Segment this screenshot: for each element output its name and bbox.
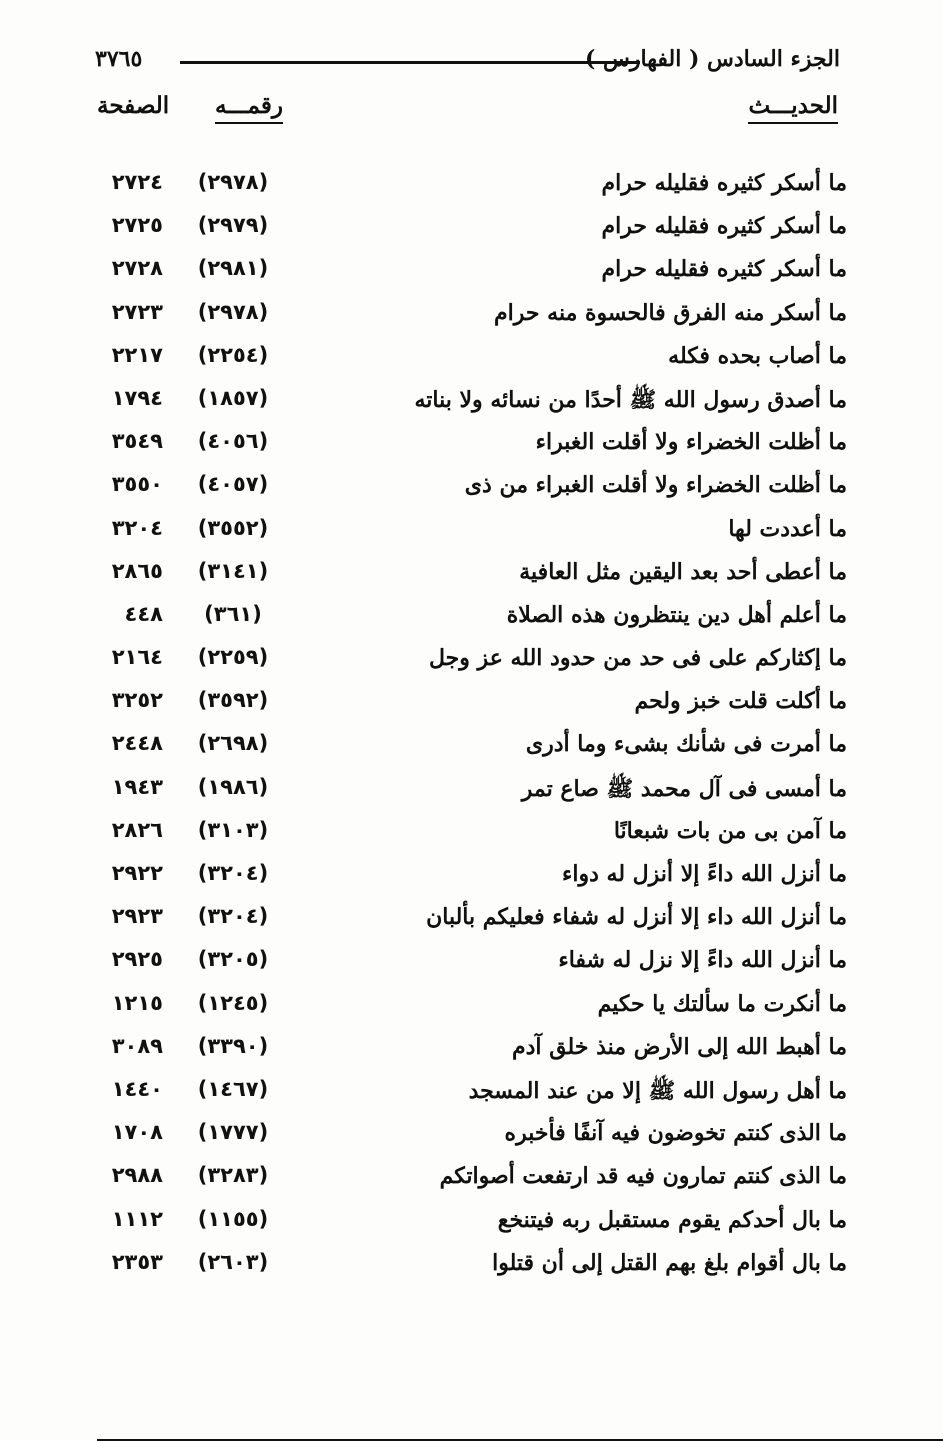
index-row [0, 209, 943, 252]
column-header-page: الصفحة [97, 92, 943, 1441]
hadith-text: ما الذى كنتم تخوضون فيه آنفًا فأخبره [504, 1120, 847, 1147]
hadith-number: (٢٦٠٣) [197, 1249, 269, 1274]
hadith-number: (١٨٥٧) [197, 385, 269, 410]
index-row [0, 641, 943, 684]
hadith-number: (٢٩٧٩) [197, 213, 269, 238]
hadith-text: ما أمسى فى آل محمد ﷺ صاع تمر [521, 775, 847, 802]
hadith-number: (٢٢٥٤) [197, 342, 269, 367]
hadith-number: (٣٢٠٥) [197, 947, 269, 972]
page-ref: ٢٢١٧ [111, 342, 163, 367]
hadith-text: ما آمن بى من بات شبعانًا [613, 817, 847, 844]
running-title: الجزء السادس ( الفهارس ) [584, 46, 840, 72]
hadith-number: (٣١٠٣) [197, 817, 269, 842]
page-ref: ١٩٤٣ [111, 774, 163, 799]
hadith-number: (١٢٤٥) [197, 990, 269, 1015]
hadith-number: (٣٣٩٠) [197, 1033, 269, 1058]
hadith-number: (٢٩٧٨) [197, 170, 269, 194]
page-ref: ١١١٢ [111, 1206, 163, 1231]
hadith-text: ما أكلت قلت خبز ولحم [634, 688, 847, 715]
hadith-number: (٣٢٠٤) [197, 904, 269, 929]
running-head [95, 40, 840, 80]
hadith-text: ما أنكرت ما سألتك يا حكيم [597, 990, 847, 1017]
hadith-text: ما أظلت الخضراء ولا أقلت الغبراء [535, 429, 847, 456]
page-ref: ١٧٩٤ [111, 385, 163, 410]
column-headers [0, 92, 943, 142]
hadith-text: ما أمرت فى شأنك بشىء وما أدرى [525, 731, 847, 758]
hadith-text: ما أنزل الله داءً إلا أنزل له دواء [561, 861, 847, 887]
page-ref: ٣٢٠٤ [111, 515, 163, 540]
header-rule [180, 61, 640, 64]
page-ref: ٢٧٢٥ [111, 213, 163, 238]
page-ref: ٤٤٨ [124, 601, 163, 626]
hadith-number: (١١٥٥) [197, 1206, 269, 1231]
page-ref: ٢٩٢٥ [111, 947, 163, 972]
page-ref: ٢٨٢٦ [111, 817, 163, 842]
page-ref: ٢٤٤٨ [111, 731, 163, 756]
hadith-text: ما أعطى أحد بعد اليقين مثل العافية [519, 558, 847, 585]
page-ref: ٢٩٢٢ [111, 861, 163, 885]
index-row [0, 425, 943, 468]
index-row [0, 771, 943, 814]
hadith-text: ما أنزل الله داء إلا أنزل له شفاء فعليكم بألبان [426, 904, 847, 931]
index-row [0, 512, 943, 555]
index-row [0, 727, 943, 770]
hadith-number: (٢٢٥٩) [197, 645, 269, 670]
index-row [0, 555, 943, 598]
hadith-number: (١٤٦٧) [197, 1076, 269, 1101]
hadith-text: ما أسكر كثيره فقليله حرام [601, 170, 847, 196]
hadith-text: ما أسكر كثيره فقليله حرام [601, 213, 847, 240]
index-row [0, 468, 943, 511]
hadith-text: ما أسكر كثيره فقليله حرام [601, 256, 847, 283]
hadith-number: (٣٢٠٤) [197, 861, 269, 885]
index-row [0, 382, 943, 425]
hadith-number: (٢٩٨١) [197, 256, 269, 281]
page-ref: ٢٩٨٨ [111, 1163, 163, 1188]
column-header-hadith: الحديـــث [748, 92, 838, 124]
hadith-text: ما بال أقوام بلغ بهم القتل إلى أن قتلوا [492, 1249, 847, 1276]
hadith-text: ما أظلت الخضراء ولا أقلت الغبراء من ذى [464, 472, 847, 499]
index-row [0, 1030, 943, 1073]
page-ref: ٢٧٢٣ [111, 299, 163, 324]
page-ref: ٢٣٥٣ [111, 1249, 163, 1274]
hadith-text: ما أهل رسول الله ﷺ إلا من عند المسجد [468, 1077, 847, 1104]
page-ref: ٢٧٢٤ [111, 170, 163, 194]
hadith-number: (١٩٨٦) [197, 774, 269, 799]
hadith-number: (٤٠٥٦) [197, 429, 269, 454]
index-row [0, 598, 943, 641]
hadith-text: ما أهبط الله إلى الأرض منذ خلق آدم [512, 1033, 847, 1060]
hadith-number: (٣٥٩٢) [197, 688, 269, 713]
index-row [0, 1159, 943, 1202]
index-row [0, 252, 943, 295]
index-row [0, 900, 943, 943]
page-number: ٣٧٦٥ [95, 46, 143, 72]
hadith-number: (٣١٤١) [197, 558, 269, 583]
index-row [0, 814, 943, 857]
hadith-text: ما أسكر منه الفرق فالحسوة منه حرام [494, 299, 847, 326]
index-rows [0, 166, 943, 1289]
index-row [0, 339, 943, 382]
hadith-text: ما أعددت لها [728, 515, 847, 542]
page-ref: ٢١٦٤ [111, 645, 163, 670]
page-ref: ٣٢٥٢ [111, 688, 163, 713]
page-ref: ٢٨٦٥ [111, 558, 163, 583]
index-row [0, 1073, 943, 1116]
hadith-number: (١٧٧٧) [197, 1120, 269, 1145]
page-ref: ٢٩٢٣ [111, 904, 163, 929]
page-ref: ١٢١٥ [111, 990, 163, 1015]
page-ref: ٣٥٤٩ [111, 429, 163, 454]
hadith-text: ما إكثاركم على فى حد من حدود الله عز وجل [429, 645, 847, 672]
index-row [0, 166, 943, 209]
hadith-text: ما الذى كنتم تمارون فيه قد ارتفعت أصواتكم [439, 1163, 847, 1190]
hadith-text: ما أصاب بحده فكله [668, 342, 847, 369]
hadith-text: ما أعلم أهل دين ينتظرون هذه الصلاة [506, 601, 847, 628]
index-row [0, 684, 943, 727]
hadith-number: (٢٦٩٨) [197, 731, 269, 756]
index-row [0, 296, 943, 339]
hadith-text: ما بال أحدكم يقوم مستقبل ربه فيتنخع [497, 1206, 847, 1233]
page-ref: ١٧٠٨ [111, 1120, 163, 1145]
hadith-number: (٣٦١) [204, 601, 262, 626]
hadith-number: (٤٠٥٧) [197, 472, 269, 497]
index-row [0, 857, 943, 900]
hadith-number: (٣٥٥٢) [197, 515, 269, 540]
page-ref: ٣٥٥٠ [111, 472, 163, 497]
column-header-number: رقمـــه [215, 92, 283, 124]
index-row [0, 1116, 943, 1159]
hadith-number: (٣٢٨٣) [197, 1163, 269, 1188]
index-row [0, 1203, 943, 1246]
hadith-text: ما أصدق رسول الله ﷺ أحدًا من نسائه ولا بناته [414, 386, 847, 413]
page-ref: ١٤٤٠ [111, 1076, 163, 1101]
index-row [0, 1246, 943, 1289]
page-ref: ٢٧٢٨ [111, 256, 163, 281]
index-row [0, 943, 943, 986]
hadith-text: ما أنزل الله داءً إلا نزل له شفاء [558, 947, 847, 974]
page-ref: ٣٠٨٩ [111, 1033, 163, 1058]
hadith-number: (٢٩٧٨) [197, 299, 269, 324]
index-row [0, 987, 943, 1030]
